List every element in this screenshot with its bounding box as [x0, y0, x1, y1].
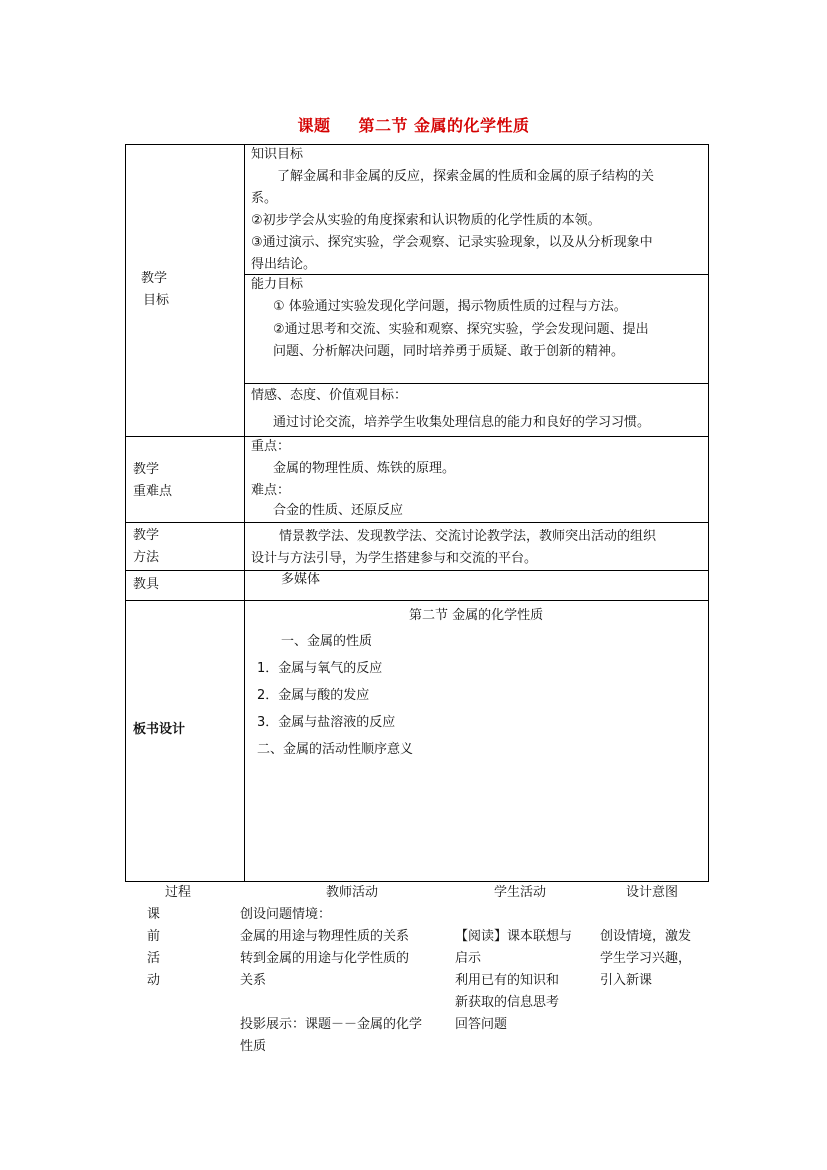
- board-line: 2．金属与酸的发应: [257, 688, 370, 703]
- table-rule: [244, 383, 709, 384]
- board-line: 3．金属与盐溶液的反应: [257, 715, 396, 730]
- title-main: 第二节 金属的化学性质: [358, 116, 530, 135]
- board-line: 二、金属的活动性顺序意义: [257, 742, 414, 757]
- board-label: 板书设计: [133, 722, 186, 737]
- process-header: 学生活动: [493, 885, 546, 900]
- teacher-activity-line: 创设问题情境：: [240, 907, 332, 922]
- teacher-activity-line: 关系: [240, 973, 267, 988]
- objectives-label-1: 教学: [141, 271, 168, 286]
- teacher-activity-line: 性质: [240, 1039, 267, 1054]
- methods-label-2: 方法: [133, 550, 160, 565]
- ability-line: ②通过思考和交流、实验和观察、探究实验，学会发现问题、提出: [273, 322, 649, 337]
- ability-line: 问题、分析解决问题，同时培养勇于质疑、敢于创新的精神。: [273, 344, 625, 359]
- table-rule: [125, 144, 709, 145]
- teacher-activity-line: 金属的用途与物理性质的关系: [240, 929, 410, 944]
- difficult-text: 合金的性质、还原反应: [273, 503, 404, 518]
- methods-line: 情景教学法、发现教学法、交流讨论教学法，教师突出活动的组织: [279, 529, 657, 544]
- stage-char: 活: [147, 951, 161, 966]
- emotion-heading: 情感、态度、价值观目标：: [251, 388, 408, 403]
- difficult-heading: 难点：: [251, 483, 291, 498]
- student-activity-line: 利用已有的知识和: [455, 973, 560, 988]
- knowledge-line: 了解金属和非金属的反应，探索金属的性质和金属的原子结构的关: [277, 169, 655, 184]
- stage-char: 前: [147, 929, 161, 944]
- emotion-line: 通过讨论交流，培养学生收集处理信息的能力和良好的学习习惯。: [273, 415, 651, 430]
- teacher-activity-line: 投影展示：课题－－金属的化学: [240, 1017, 423, 1032]
- methods-label-1: 教学: [133, 528, 160, 543]
- table-rule: [125, 144, 126, 882]
- student-activity-line: 【阅读】课本联想与: [455, 929, 573, 944]
- table-rule: [244, 144, 245, 882]
- knowledge-line: ③通过演示、探究实验，学会观察、记录实验现象，以及从分析现象中: [251, 235, 653, 250]
- process-header: 设计意图: [625, 885, 678, 900]
- key-text: 金属的物理性质、炼铁的原理。: [273, 461, 456, 476]
- keypoints-label-1: 教学: [133, 462, 160, 477]
- tools-value: 多媒体: [281, 572, 321, 587]
- student-activity-line: 新获取的信息思考: [455, 995, 560, 1010]
- process-header: 过程: [164, 885, 191, 900]
- board-line: 1．金属与氧气的反应: [257, 661, 383, 676]
- ability-heading: 能力目标: [251, 277, 304, 292]
- objectives-label-2: 目标: [143, 293, 170, 308]
- knowledge-line: ②初步学会从实验的角度探索和认识物质的化学性质的本领。: [251, 213, 601, 228]
- title-prefix: 课题: [297, 116, 331, 135]
- table-rule: [125, 570, 709, 571]
- knowledge-line: 得出结论。: [251, 257, 317, 272]
- table-rule: [708, 144, 709, 882]
- table-rule: [125, 600, 709, 601]
- table-rule: [125, 436, 709, 437]
- student-activity-line: 回答问题: [455, 1017, 508, 1032]
- board-line: 一、金属的性质: [281, 634, 373, 649]
- lesson-plan-table: [125, 144, 709, 882]
- stage-char: 课: [147, 907, 161, 922]
- lesson-title: [0, 113, 827, 136]
- tools-label: 教具: [133, 577, 160, 592]
- knowledge-heading: 知识目标: [251, 147, 304, 162]
- teacher-activity-line: 转到金属的用途与化学性质的: [240, 951, 410, 966]
- key-heading: 重点：: [251, 439, 291, 454]
- student-activity-line: 启示: [455, 951, 482, 966]
- knowledge-line: 系。: [251, 191, 278, 206]
- design-intent-line: 学生学习兴趣，: [600, 951, 692, 966]
- stage-char: 动: [147, 973, 161, 988]
- table-rule: [125, 522, 709, 523]
- design-intent-line: 引入新课: [600, 973, 653, 988]
- design-intent-line: 创设情境，激发: [600, 929, 692, 944]
- board-title: 第二节 金属的化学性质: [409, 608, 544, 623]
- ability-line: ① 体验通过实验发现化学问题，揭示物质性质的过程与方法。: [273, 299, 627, 314]
- process-header: 教师活动: [325, 885, 378, 900]
- keypoints-label-2: 重难点: [133, 484, 173, 499]
- methods-line: 设计与方法引导，为学生搭建参与和交流的平台。: [251, 551, 538, 566]
